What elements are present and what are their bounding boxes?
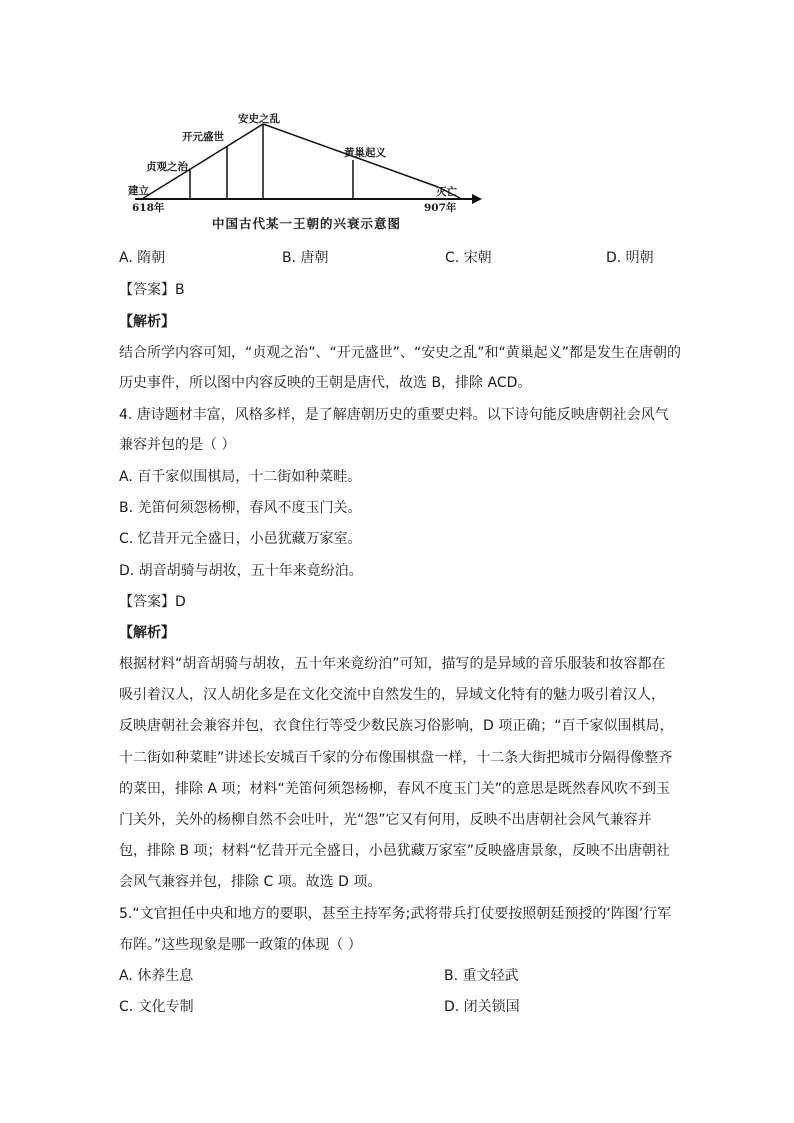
label-miewang: 灭亡 — [436, 186, 457, 198]
q4-analysis-line-8: 会风气兼容并包，排除 C 项。故选 D 项。 — [119, 874, 382, 890]
label-huangchao: 黄巢起义 — [344, 147, 386, 159]
q5-stem-line-1: 5.“文官担任中央和地方的要职，甚至主持军务;武将带兵打仗要按照朝廷预授的‘阵图’行军 — [119, 906, 672, 922]
q4-analysis-title: 【解析】 — [119, 625, 175, 641]
q4-analysis-line-7: 包，排除 B 项；材料“忆昔开元全盛日，小邑犹藏万家室”反映盛唐景象，反映不出唐朝社 — [119, 843, 671, 859]
label-end-year: 907年 — [424, 202, 457, 214]
q4-option-d: D. 胡音胡骑与胡妆，五十年来竟纷泊。 — [119, 563, 363, 579]
q4-stem-line-1: 4. 唐诗题材丰富，风格多样，是了解唐朝历史的重要史料。以下诗句能反映唐朝社会风气 — [119, 407, 669, 423]
label-start-year: 618年 — [132, 202, 165, 214]
q4-analysis-line-3: 反映唐朝社会兼容并包，衣食住行等受少数民族习俗影响，D 项正确；“百千家似围棋局， — [119, 718, 674, 734]
q3-option-d: D. 明朝 — [606, 250, 654, 266]
q3-analysis-line-2: 历史事件，所以图中内容反映的王朝是唐代，故选 B，排除 ACD。 — [119, 375, 532, 391]
q3-answer: 【答案】B — [119, 282, 185, 298]
q3-analysis-title: 【解析】 — [119, 314, 175, 330]
q4-stem-line-2: 兼容并包的是（ ） — [119, 437, 236, 453]
label-zhenguan: 贞观之治 — [146, 161, 188, 173]
q3-option-a: A. 隋朝 — [119, 250, 166, 266]
label-jianli: 建立 — [128, 185, 149, 197]
q4-analysis-line-6: 门关外，关外的杨柳自然不会吐叶，光“怨”它又有何用，反映不出唐朝社会风气兼容并 — [119, 812, 652, 828]
q4-analysis-line-2: 吸引着汉人，汉人胡化多是在文化交流中自然发生的，异域文化特有的魅力吸引着汉人， — [119, 687, 665, 703]
q4-option-a: A. 百千家似围棋局，十二街如种菜畦。 — [119, 469, 362, 485]
q5-stem-line-2: 布阵。”这些现象是哪一政策的体现（ ） — [119, 937, 362, 953]
q3-option-c: C. 宋朝 — [445, 250, 492, 266]
diagram-caption: 中国古代某一王朝的兴衰示意图 — [212, 216, 402, 231]
q4-analysis-line-5: 的菜田，排除 A 项；材料“羌笛何须怨杨柳，春风不度玉门关”的意思是既然春风吹不到玉 — [119, 781, 670, 797]
q5-option-b: B. 重文轻武 — [444, 968, 519, 984]
dynasty-rise-fall-diagram — [120, 108, 490, 236]
q5-option-c: C. 文化专制 — [119, 999, 194, 1015]
q3-analysis-line-1: 结合所学内容可知，“贞观之治”、“开元盛世”、“安史之乱”和“黄巢起义”都是发生在唐朝的 — [119, 345, 682, 361]
q4-analysis-line-1: 根据材料“胡音胡骑与胡妆，五十年来竟纷泊”可知，描写的是异域的音乐服装和妆容都在 — [119, 656, 666, 672]
q5-option-d: D. 闭关锁国 — [444, 999, 520, 1015]
q4-option-c: C. 忆昔开元全盛日，小邑犹藏万家室。 — [119, 531, 362, 547]
q5-option-a: A. 休养生息 — [119, 968, 194, 984]
q3-option-b: B. 唐朝 — [282, 250, 329, 266]
q4-analysis-line-4: 十二街如种菜畦”讲述长安城百千家的分布像围棋盘一样，十二条大街把城市分隔得像整齐 — [119, 750, 673, 766]
q4-answer: 【答案】D — [119, 594, 186, 610]
q4-option-b: B. 羌笛何须怨杨柳，春风不度玉门关。 — [119, 500, 362, 516]
label-anshi: 安史之乱 — [238, 113, 280, 125]
label-kaiyuan: 开元盛世 — [182, 131, 224, 143]
